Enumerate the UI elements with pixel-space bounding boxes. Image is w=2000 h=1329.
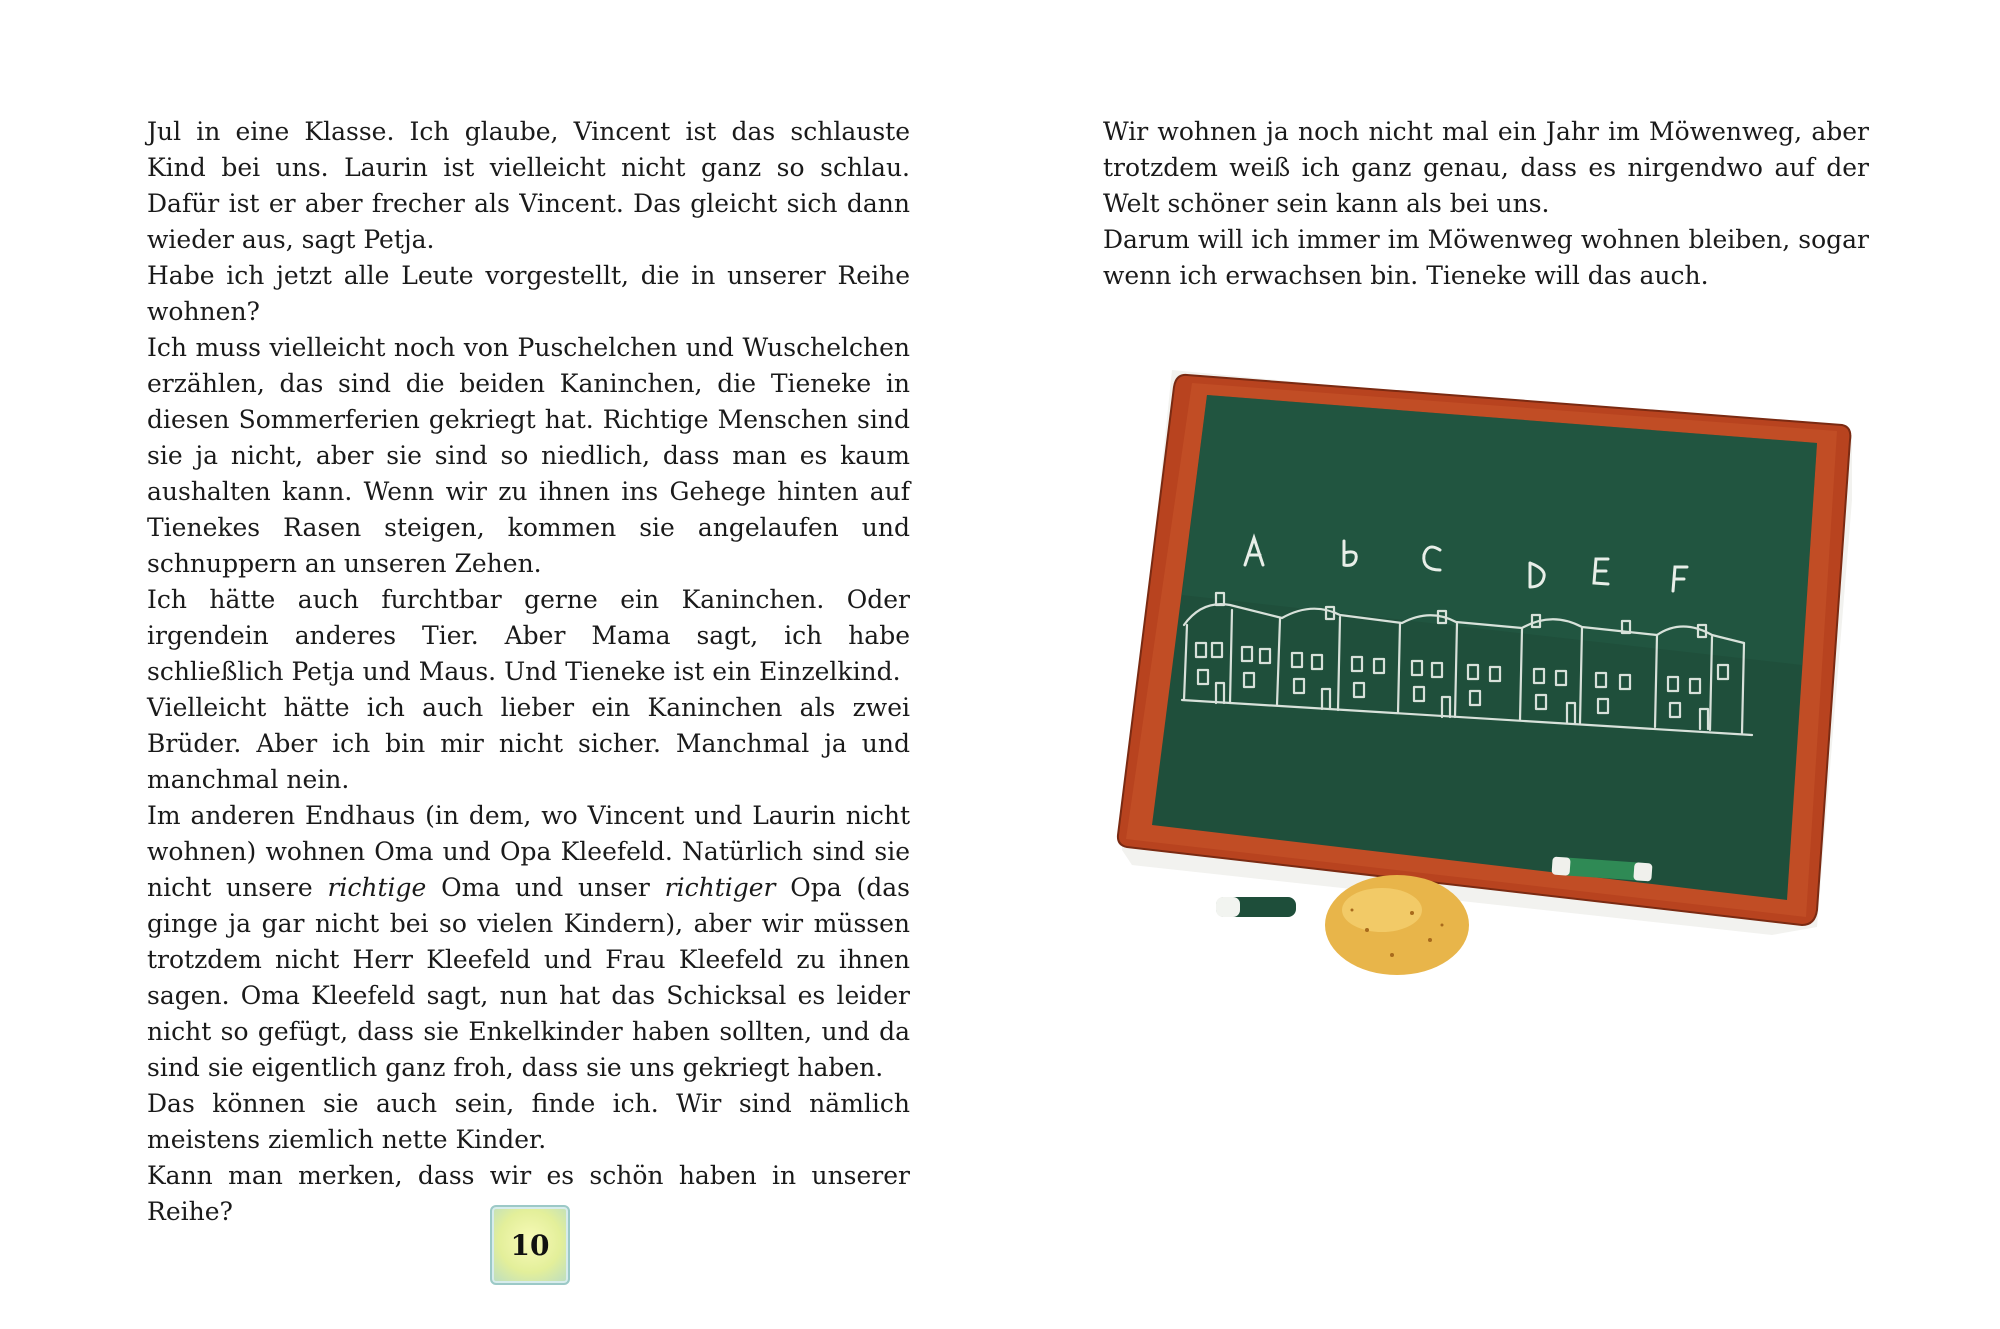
potato-illustration	[1325, 875, 1469, 975]
paragraph: Wir wohnen ja noch nicht mal ein Jahr im Möwenweg, aber trotzdem weiß ich ganz genau, dass es nirgendwo auf der Welt schöner sein kann als bei uns.	[1103, 117, 1869, 218]
paragraph: Kann man merken, dass wir es schön haben in unserer Reihe?	[147, 1161, 910, 1226]
right-text-column	[1103, 114, 1869, 294]
paragraph: Habe ich jetzt alle Leute vorgestellt, die in unserer Reihe wohnen?	[147, 261, 910, 326]
paragraph: Ich hätte auch furchtbar gerne ein Kaninchen. Oder irgendein anderes Tier. Aber Mama sagt, ich habe schließlich Petja und Maus. Und Tieneke ist ein Einzelkind.	[147, 585, 910, 686]
chalk-stick-on-table	[1216, 897, 1296, 917]
right-page	[1000, 0, 2000, 1329]
text-run: Opa (das ginge ja gar nicht bei so vielen Kindern), aber wir müssen trotzdem nicht Herr Kleefeld und Frau Kleefeld zu ihnen sagen. Oma Kleefeld sagt, nun hat das Schicksal es leider nicht so gefügt, dass sie Enkelkinder haben sollten, und da sind sie eigentlich ganz froh, dass sie uns gekriegt haben.	[147, 873, 910, 1082]
emphasis-richtiger: richtiger	[664, 873, 776, 902]
page-number-badge: 10	[490, 1205, 570, 1285]
paragraph: Vielleicht hätte ich auch lieber ein Kaninchen als zwei Brüder. Aber ich bin mir nicht sicher. Manchmal ja und manchmal nein.	[147, 693, 910, 794]
emphasis-richtige: richtige	[327, 873, 427, 902]
paragraph: Jul in eine Klasse. Ich glaube, Vincent ist das schlauste Kind bei uns. Laurin ist vielleicht nicht ganz so schlau. Dafür ist er aber frecher als Vincent. Das gleicht sich dann wieder aus, sagt Petja.	[147, 117, 910, 254]
paragraph: Das können sie auch sein, finde ich. Wir sind nämlich meistens ziemlich nette Kinder.	[147, 1089, 910, 1154]
text-run: Oma und unser	[426, 873, 665, 902]
text-run: Im anderen Endhaus (in dem, wo Vincent und Laurin nicht wohnen) wohnen Oma und Opa Kleefeld. Natürlich sind sie nicht unsere	[147, 801, 910, 902]
paragraph-kleefeld	[147, 798, 910, 1086]
left-text-column	[147, 114, 910, 1230]
paragraph: Darum will ich immer im Möwenweg wohnen bleiben, sogar wenn ich erwachsen bin. Tieneke will das auch.	[1103, 225, 1869, 290]
paragraph: Ich muss vielleicht noch von Puschelchen und Wuschelchen erzählen, das sind die beiden Kaninchen, die Tieneke in diesen Sommerferien gekriegt hat. Richtige Menschen sind sie ja nicht, aber sie sind so niedlich, dass man es kaum aushalten kann. Wenn wir zu ihnen ins Gehege hinten auf Tienekes Rasen steigen, kommen sie angelaufen und schnuppern an unseren Zehen.	[147, 333, 910, 578]
chalkboard-illustration	[1112, 365, 1852, 995]
